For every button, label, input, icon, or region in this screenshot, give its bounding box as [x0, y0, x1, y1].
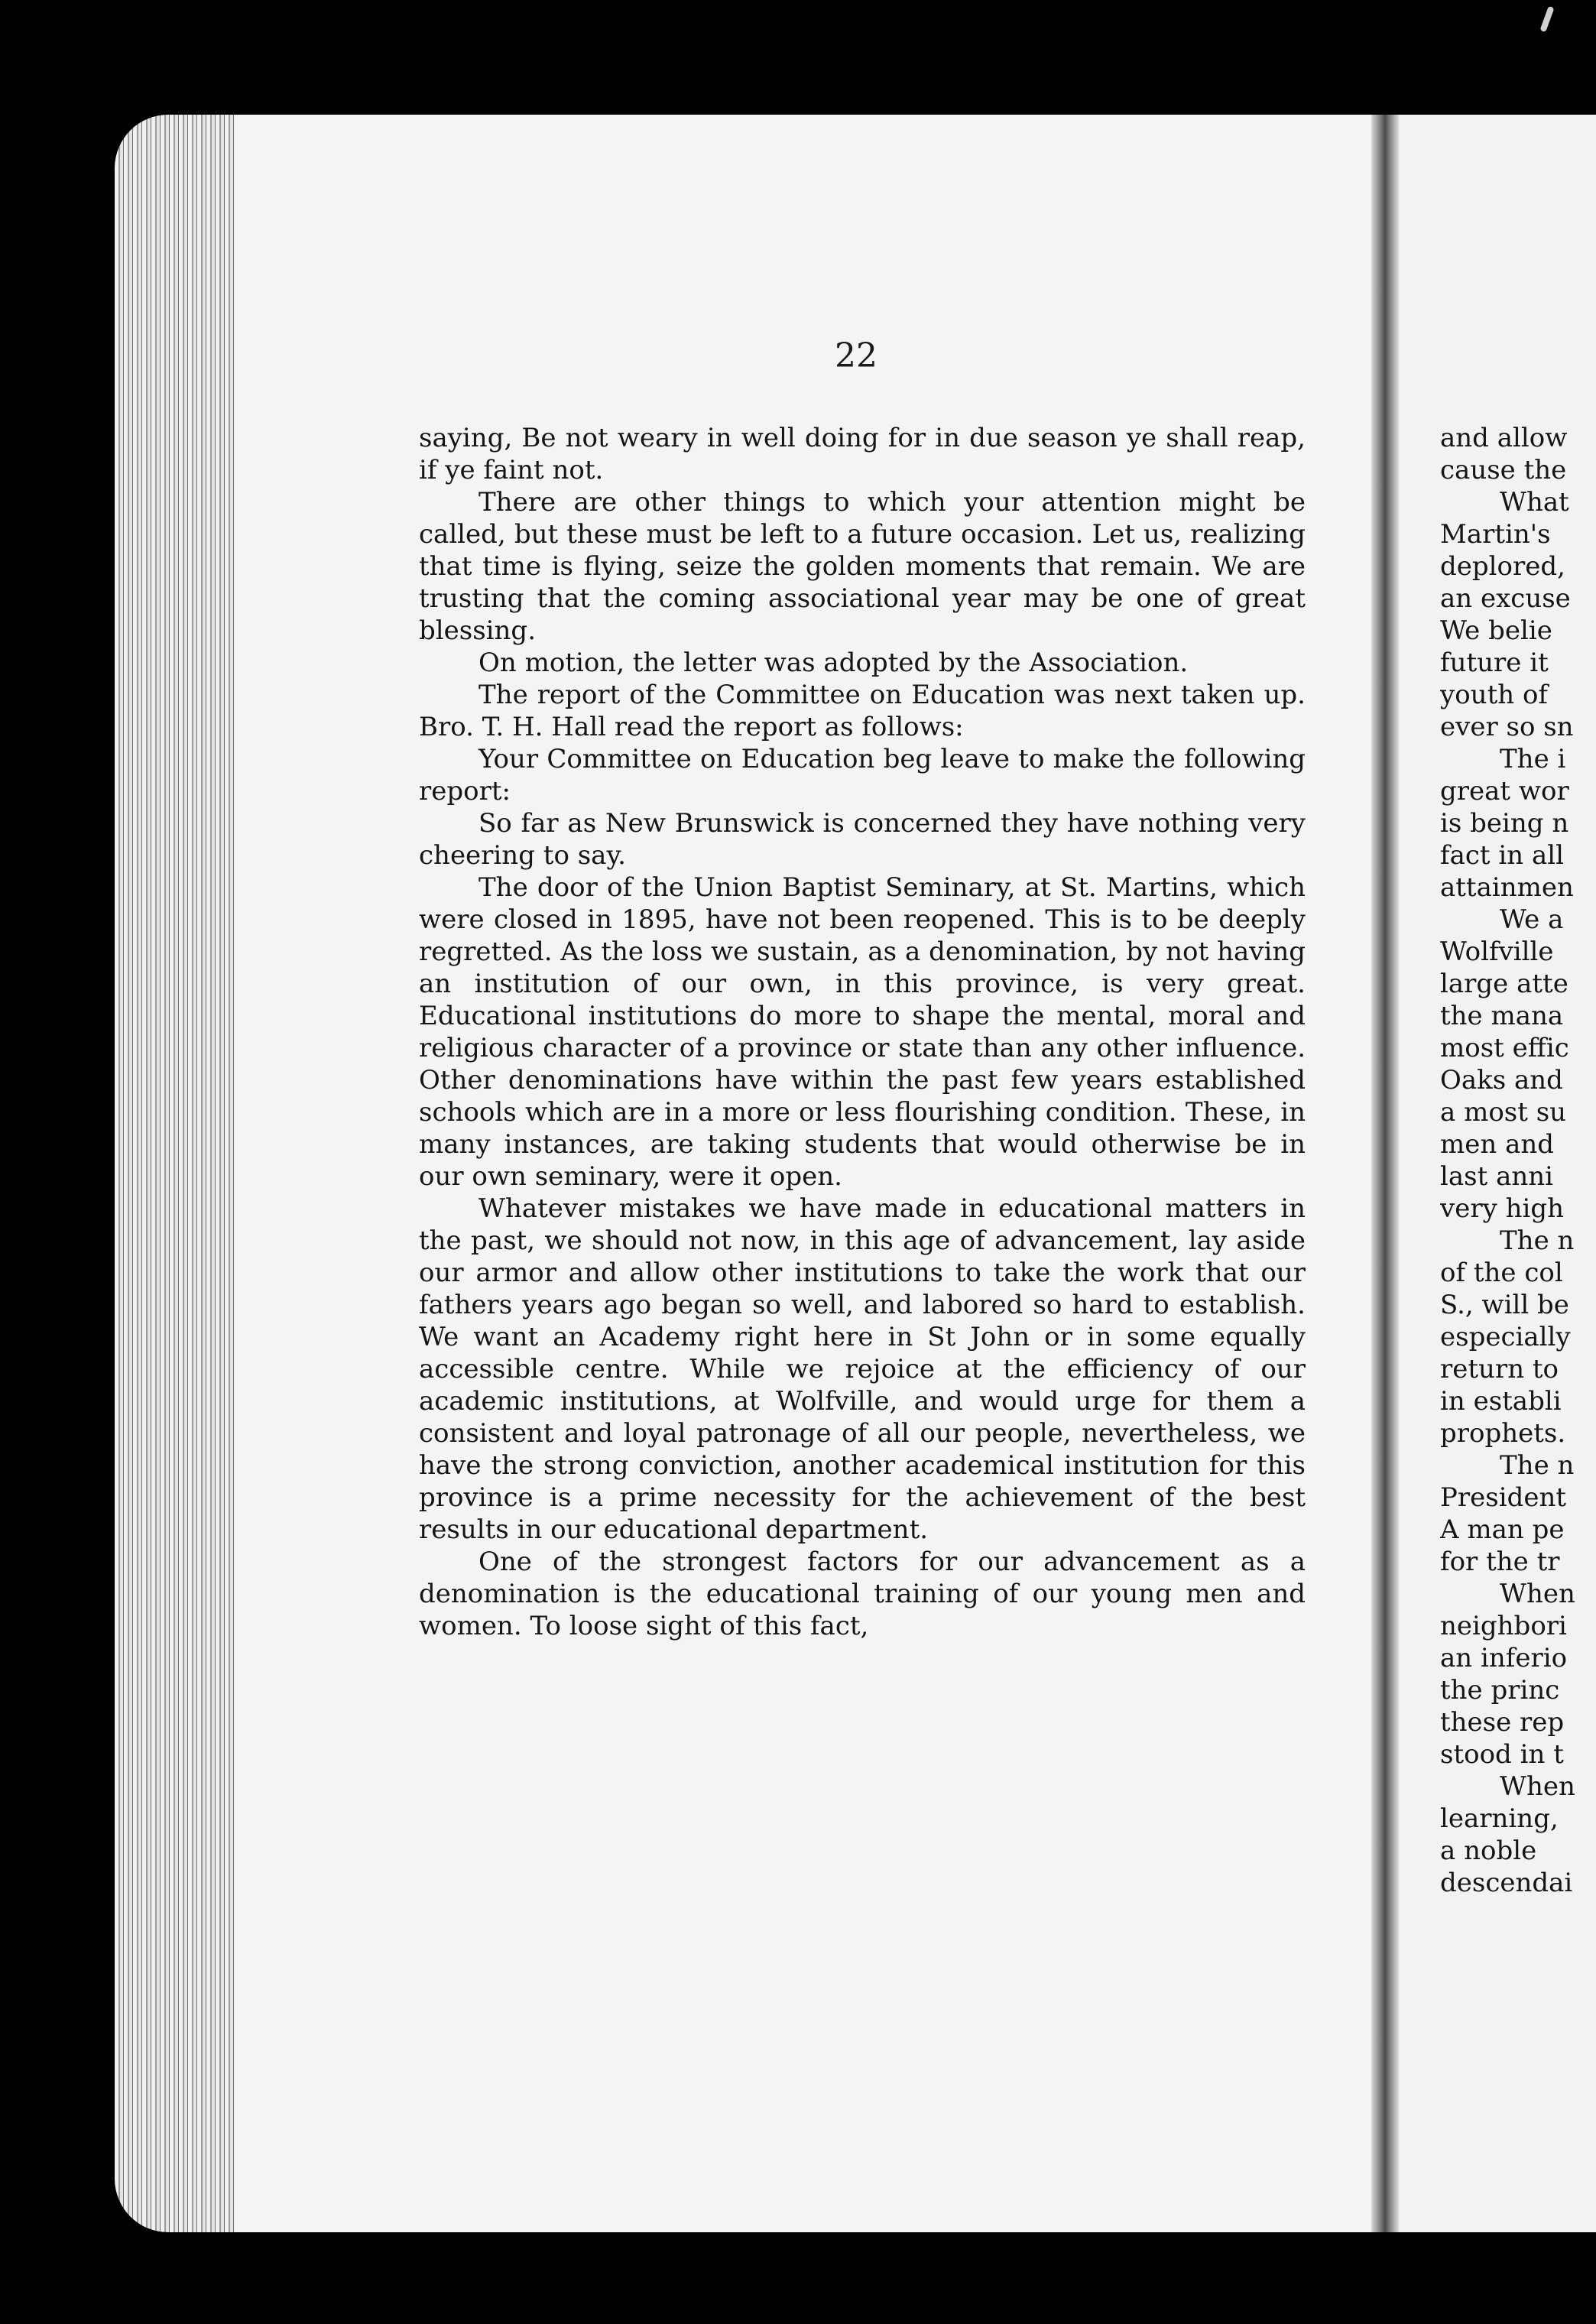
right-page-line: attainmen — [1440, 872, 1574, 903]
paragraph: The report of the Committee on Education was next taken up. Bro. T. H. Hall read the report as follows: — [419, 680, 1306, 742]
right-page-line: youth of — [1440, 680, 1548, 710]
right-page-line: fact in all — [1440, 840, 1564, 871]
right-page-line: for the tr — [1440, 1547, 1560, 1577]
paragraph: On motion, the letter was adopted by the Association. — [478, 648, 1189, 678]
paragraph: The door of the Union Baptist Seminary, at St. Martins, which were closed in 1895, have not been reopened. This is to be deeply regretted. As the loss we sustain, as a denomination, by not having an institution of our own, in this province, is very great. Educational institutions do more to shape the mental, moral and religious character of a province or state than any other influence. Other denominations have within the past few years established schools which are in a more or less flourishing condition. These, in many instances, are taking students that would otherwise be in our own seminary, were it open. — [419, 872, 1306, 1192]
right-page-line: We a — [1500, 904, 1564, 935]
right-page-line: last anni — [1440, 1161, 1554, 1192]
right-page-line: We belie — [1440, 615, 1552, 646]
page-number: 22 — [835, 336, 877, 375]
right-page-line: President — [1440, 1482, 1567, 1513]
right-page-line: men and — [1440, 1129, 1554, 1160]
paragraph: Whatever mistakes we have made in educational matters in the past, we should not now, in this age of advancement, lay aside our armor and allow other institutions to take the work that our fathers years ago began so well, and labored so hard to establish. We want an Academy right here in St John or in some equally accessible centre. While we rejoice at the efficiency of our academic institutions, at Wolfville, and would urge for them a consistent and loyal patronage of all our people, nevertheless, we have the strong conviction, another academical institution for this province is a prime necessity for the achievement of the best results in our educational department. — [419, 1193, 1306, 1545]
right-page-line: a most su — [1440, 1097, 1567, 1128]
paragraph: One of the strongest factors for our advancement as a denomination is the educational training of our young men and women. To loose sight of this fact, — [419, 1547, 1306, 1641]
right-page-line: is being n — [1440, 808, 1569, 839]
right-page-line: great wor — [1440, 776, 1569, 807]
right-page-line: A man pe — [1440, 1514, 1565, 1545]
right-page-line: deplored, — [1440, 551, 1565, 582]
right-page-line: What — [1500, 487, 1569, 518]
right-page-line: especially — [1440, 1322, 1571, 1352]
paragraph: saying, Be not weary in well doing for in due season ye shall reap, if ye faint not. — [419, 423, 1306, 485]
right-page-line: The i — [1500, 744, 1566, 774]
right-page-line: Martin's — [1440, 519, 1551, 550]
right-page-line: in establi — [1440, 1386, 1562, 1417]
right-page-body — [1440, 422, 1596, 1899]
right-page-line: and allow — [1440, 423, 1568, 453]
right-page-line: most effic — [1440, 1033, 1569, 1063]
left-page-body — [419, 422, 1306, 1642]
right-page-line: descendai — [1440, 1868, 1573, 1898]
right-page-line: When — [1500, 1771, 1575, 1802]
right-page-line: cause the — [1440, 455, 1567, 485]
right-page-line: S., will be — [1440, 1290, 1569, 1320]
right-page-line: Oaks and — [1440, 1065, 1563, 1095]
right-page-line: When — [1500, 1579, 1575, 1609]
paragraph: So far as New Brunswick is concerned they have nothing very cheering to say. — [419, 808, 1306, 871]
right-page-line: future it — [1440, 648, 1549, 678]
paragraph: Your Committee on Education beg leave to make the following report: — [419, 744, 1306, 807]
right-page-line: the princ — [1440, 1675, 1560, 1706]
book-gutter — [1371, 115, 1399, 2232]
paragraph: There are other things to which your attention might be called, but these must be left to a future occasion. Let us, realizing that time is flying, seize the golden moments that remain. We are trusting that the coming associational year may be one of great blessing. — [419, 487, 1306, 646]
right-page-line: very high — [1440, 1193, 1565, 1224]
right-page-line: an excuse — [1440, 583, 1571, 614]
page-edges — [115, 115, 245, 2232]
right-page-line: a noble — [1440, 1836, 1537, 1866]
right-page-line: learning, — [1440, 1803, 1559, 1834]
right-page-line: prophets. — [1440, 1418, 1566, 1449]
right-page-line: neighbori — [1440, 1611, 1567, 1641]
right-page-line: Wolfville — [1440, 936, 1554, 967]
right-page-line: return to — [1440, 1354, 1559, 1384]
right-page-line: an inferio — [1440, 1643, 1568, 1673]
right-page-line: of the col — [1440, 1258, 1563, 1288]
right-page-line: the mana — [1440, 1001, 1564, 1031]
right-page-line: large atte — [1440, 969, 1568, 999]
right-page-line: ever so sn — [1440, 712, 1574, 742]
right-page-line: these rep — [1440, 1707, 1565, 1738]
scan-artifact-mark — [1539, 6, 1554, 33]
right-page-line: The n — [1500, 1450, 1575, 1481]
right-page-line: stood in t — [1440, 1739, 1564, 1770]
right-page-line: The n — [1500, 1225, 1575, 1256]
